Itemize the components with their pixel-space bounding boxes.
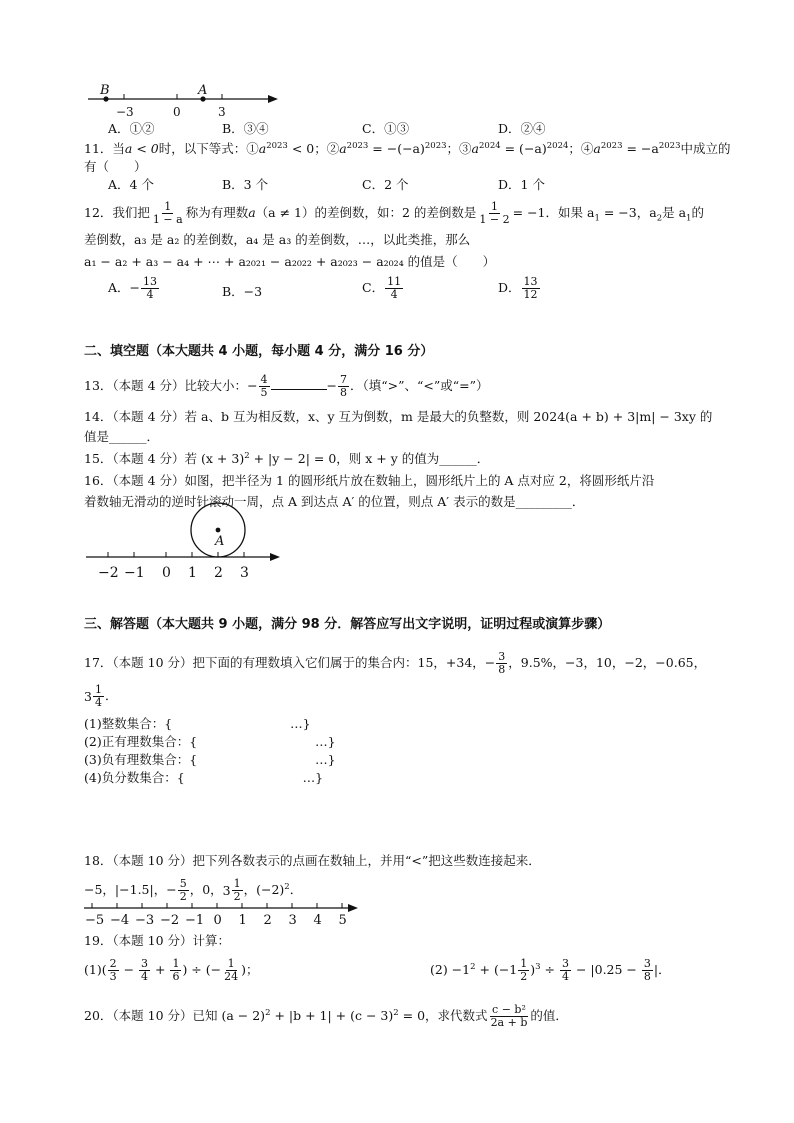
q13-stem: 13．（本题 4 分）比较大小：− $\frac{4}{5}$ − $\frac{7}{8}$ ．（填“>”、“<”或“=”） — [84, 373, 489, 399]
tick-label: −5 — [85, 913, 105, 928]
q10-option-d: D．②④ — [498, 121, 546, 136]
q12-stem: 12．我们把 $\frac{1}{1 - a}$ 称为有理数a（a ≠ 1）的差倒数，如：2 的差倒数是 $\frac{1}{1 - 2}$ = −1．如果 $a_1 = -3$，$a_2$是 $a_1$的 — [84, 200, 704, 226]
q17-set-integers[interactable]: (1)整数集合：{ …} — [84, 716, 311, 731]
q10-option-a: A．①② — [108, 121, 155, 136]
q17-mixed-number: 3 $\frac{1}{4}$ ． — [84, 683, 118, 709]
q11-option-b: B．3 个 — [222, 177, 269, 192]
tick-label: 3 — [218, 105, 226, 119]
q11-stem: 11．当a < 0时，以下等式：$①a^{2023} < 0$；$②a^{2023} = -(-a)^{2023}$；$③a^{2024} = (-a)^{2024}$；$④a^{2023} = -a^{2023}$中成立的 — [84, 140, 731, 156]
tick-label: 0 — [162, 565, 171, 581]
q12-stem-line2: 差倒数，a₃ 是 a₂ 的差倒数，a₄ 是 a₃ 的差倒数，…，以此类推，那么 — [84, 232, 471, 247]
q20-stem: 20．（本题 10 分）已知 $(a - 2)^2 + |b + 1| + (c - 3)^2 = 0$，求代数式 $\frac{\text{c − b²}}{2a + b}$ 的值． — [84, 1003, 568, 1029]
tick-label: 0 — [173, 105, 181, 119]
q16-stem: 16．（本题 4 分）如图，把半径为 1 的圆形纸片放在数轴上，圆形纸片上的 A 点对应 2，将圆形纸片沿 — [84, 473, 655, 488]
tick-label: −3 — [116, 105, 134, 119]
tick-label: −2 — [98, 565, 119, 581]
q14-stem: 14．（本题 4 分）若 a、b 互为相反数，x、y 互为倒数，m 是最大的负整数，则 2024(a + b) + 3|m| − 3xy 的 — [84, 409, 713, 424]
q11-option-c: C．2 个 — [362, 177, 409, 192]
tick-label: −2 — [160, 913, 180, 928]
tick-label: 1 — [188, 565, 197, 581]
q10-option-b: B．③④ — [222, 121, 269, 136]
q13-answer-blank[interactable] — [271, 378, 327, 390]
q17-set-positive-rational[interactable]: (2)正有理数集合：{ …} — [84, 734, 336, 749]
q14-stem-line2: 值是______． — [84, 429, 160, 444]
tick-label: −1 — [185, 913, 205, 928]
q11-option-a: A．4 个 — [108, 177, 154, 192]
q18-numbers: −5，|−1.5|，− $\frac{5}{2}$ ，0， 3 $\frac{1}{2}$ ，$(-2)^2$． — [84, 877, 303, 903]
number-line-q10 — [84, 82, 284, 122]
q19-part1: (1)( $\frac{2}{3}$ − $\frac{3}{4}$ + $\frac{1}{6}$ ) ÷ (− $\frac{1}{24}$ )； — [84, 957, 259, 983]
q17-stem: 17．（本题 10 分）把下面的有理数填入它们属于的集合内：15，+34，− $\frac{3}{8}$ ，9.5%，−3，10，−2，−0.65， — [84, 650, 707, 676]
tick-label: −3 — [135, 913, 155, 928]
q15-stem: 15．（本题 4 分）若 $(x + 3)^2 + |y - 2| = 0$，则 x + y 的值为______． — [84, 450, 490, 466]
tick-label: 0 — [213, 913, 222, 928]
section-fill-in-heading: 二、填空题（本大题共 4 小题，每小题 4 分，满分 16 分） — [84, 344, 434, 359]
tick-label: 3 — [288, 913, 297, 928]
q12-stem-line3: a₁ − a₂ + a₃ − a₄ + ⋯ + a₂₀₂₁ − a₂₀₂₂ + a₂₀₂₃ − a₂₀₂₄ 的值是（ ） — [84, 254, 496, 269]
tick-label: 2 — [214, 565, 223, 581]
q17-set-negative-fractions[interactable]: (4)负分数集合：{ …} — [84, 770, 324, 785]
q12-option-c: C． $\frac{11}{4}$ — [362, 275, 402, 301]
label-b: B — [100, 83, 110, 98]
section-solve-heading: 三、解答题（本大题共 9 小题，满分 98 分．解答应写出文字说明，证明过程或演算步骤） — [84, 617, 611, 632]
tick-label: 3 — [240, 565, 249, 581]
number-line-q18 — [82, 898, 367, 930]
q19-stem: 19．（本题 10 分）计算： — [84, 933, 231, 948]
tick-label: 5 — [338, 913, 347, 928]
label-a: A — [215, 534, 225, 549]
q19-part2: $(2) -1^2 + (-1$ $\frac{1}{2}$ )$^3$ ÷ $\frac{3}{4}$ − |0.25 − $\frac{3}{8}$ |． — [430, 957, 671, 983]
q17-set-negative-rational[interactable]: (3)负有理数集合：{ …} — [84, 752, 336, 767]
label-a: A — [198, 83, 208, 98]
number-line-q16 — [84, 500, 294, 582]
tick-label: −1 — [124, 565, 145, 581]
tick-label: −4 — [110, 913, 130, 928]
q11-option-d: D．1 个 — [498, 177, 545, 192]
q18-stem: 18．（本题 10 分）把下列各数表示的点画在数轴上，并用“<”把这些数连接起来． — [84, 853, 541, 868]
q10-option-c: C．①③ — [362, 121, 410, 136]
q12-option-d: D． $\frac{13}{12}$ — [498, 275, 538, 301]
tick-label: 1 — [238, 913, 247, 928]
circle-center-dot — [216, 528, 221, 533]
tick-label: 2 — [263, 913, 272, 928]
q11-stem-line2: 有（ ） — [84, 159, 147, 174]
q12-option-a: A．− $\frac{13}{4}$ — [108, 275, 158, 301]
q16-stem-line2: 着数轴无滑动的逆时针滚动一周，点 A 到达点 A′ 的位置，则点 A′ 表示的数是_________． — [84, 494, 585, 509]
q12-option-b: B．−3 — [222, 284, 263, 299]
tick-label: 4 — [313, 913, 322, 928]
